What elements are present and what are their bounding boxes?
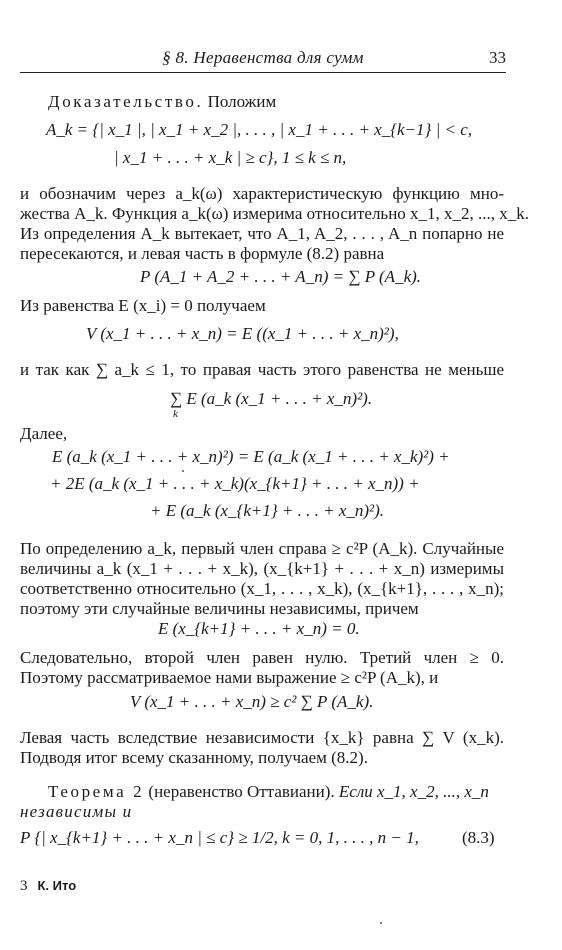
equation-variance: V (x_1 + . . . + x_n) = E ((x_1 + . . . + x_n)²), [86, 324, 399, 343]
author-name: К. Ито [37, 878, 77, 893]
definition-line-2: | x_1 + . . . + x_k | ≥ c}, 1 ≤ k ≤ n, [114, 148, 347, 167]
print-speck [182, 470, 184, 472]
paragraph-line: Подводя итог всему сказанному, получаем (8.2). [20, 748, 368, 767]
proof-intro [48, 92, 276, 112]
paragraph-line: Следовательно, второй член равен нулю. Третий член ≥ 0. [20, 648, 504, 667]
equation-number: (8.3) [462, 828, 495, 847]
signature-number: 3 [20, 878, 28, 894]
page-number: 33 [489, 48, 506, 67]
expansion-line-3: + E (a_k (x_{k+1} + . . . + x_n)²). [150, 501, 385, 520]
paragraph-line: Из равенства E (x_i) = 0 получаем [20, 296, 266, 315]
paragraph-line: величины a_k (x_1 + . . . + x_k), (x_{k+1} + . . . + x_n) измеримы [20, 559, 504, 578]
proof-lead: Положим [207, 92, 277, 111]
theorem-statement [48, 782, 489, 802]
running-head-title: § 8. Неравенства для сумм [162, 48, 364, 67]
theorem-condition: Если x_1, x_2, ..., x_n [338, 782, 489, 801]
paragraph-line: и так как ∑ a_k ≤ 1, то правая часть этого равенства не меньше [20, 360, 504, 379]
paragraph-line: Из определения A_k вытекает, что A_1, A_2, . . . , A_n попарно не [20, 224, 504, 243]
paragraph-line: жества A_k. Функция a_k(ω) измерима относительно x_1, x_2, ..., x_k. [20, 204, 530, 223]
footer-signature [20, 878, 76, 895]
definition-line-1: A_k = {| x_1 |, | x_1 + x_2 |, . . . , | x_1 + . . . + x_{k−1} | < c, [46, 120, 473, 139]
print-speck [380, 922, 382, 924]
paragraph-line: По определению a_k, первый член справа ≥ c²P (A_k). Случайные [20, 539, 504, 558]
sum-index-label: k [173, 408, 178, 420]
equation-sum-k: ∑ E (a_k (x_1 + . . . + x_n)²). [170, 389, 373, 408]
paragraph-line: Поэтому рассматриваемое нами выражение ≥ c²P (A_k), и [20, 668, 439, 687]
equation-prob-sum: P (A_1 + A_2 + . . . + A_n) = ∑ P (A_k). [140, 267, 422, 286]
theorem-name: (неравенство Оттавиани). [148, 782, 335, 801]
equation-zero: E (x_{k+1} + . . . + x_n) = 0. [158, 619, 360, 638]
paragraph-line: поэтому эти случайные величины независимы, причем [20, 599, 419, 618]
theorem-line-2: независимы и [20, 802, 133, 821]
equation-final: V (x_1 + . . . + x_n) ≥ c² ∑ P (A_k). [130, 692, 374, 711]
equation-theorem: P {| x_{k+1} + . . . + x_n | ≤ c} ≥ 1/2, k = 0, 1, . . . , n − 1, [20, 828, 419, 847]
theorem-heading: Теорема 2 [48, 782, 145, 801]
paragraph-line: пересекаются, и левая часть в формуле (8.2) равна [20, 244, 385, 263]
paragraph-line: Левая часть вследствие независимости {x_k} равна ∑ V (x_k). [20, 728, 504, 747]
proof-heading: Доказательство. [48, 92, 204, 111]
paragraph-line: Далее, [20, 424, 68, 443]
expansion-line-1: E (a_k (x_1 + . . . + x_n)²) = E (a_k (x_1 + . . . + x_k)²) + [52, 447, 450, 466]
running-header [20, 46, 506, 73]
expansion-line-2: + 2E (a_k (x_1 + . . . + x_k)(x_{k+1} + . . . + x_n)) + [50, 474, 420, 493]
paragraph-line: и обозначим через a_k(ω) характеристическую функцию мно- [20, 184, 504, 203]
paragraph-line: соответственно относительно (x_1, . . . , x_k), (x_{k+1}, . . . , x_n); [20, 579, 504, 598]
